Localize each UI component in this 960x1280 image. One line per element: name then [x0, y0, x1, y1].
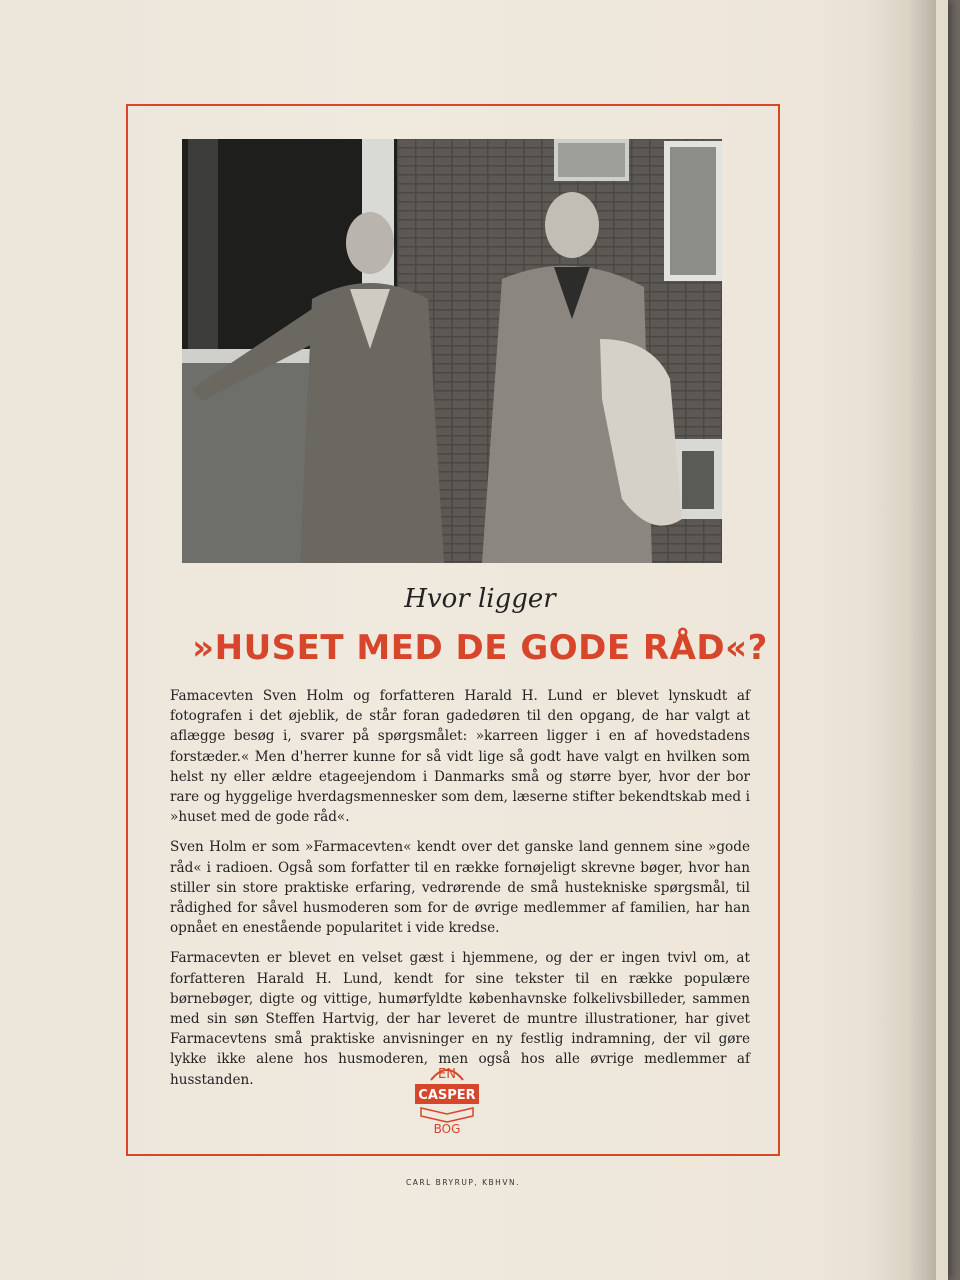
logo-text-bottom: BOG: [433, 1122, 461, 1134]
body-text: [170, 686, 750, 1100]
paragraph: Farmacevten er blevet en velset gæst i hjemmene, og der er ingen tvivl om, at forfatteren Harald H. Lund, kendt for sine tekster til en række populære børnebøger, digte og vittige, humørfyldte københavnske folkelivsbilleder, sammen med sin søn Steffen Hartvig, der har leveret de muntre illustrationer, har givet Farmacevtens små praktiske anvisninger en ny festlig indramning, der vil gøre lykke ikke alene hos husmoderen, men også hos alle øvrige medlemmer af husstanden.: [170, 950, 750, 1088]
photograph-two-men: [182, 139, 722, 563]
paragraph: Famacevten Sven Holm og forfatteren Harald H. Lund er blevet lynskudt af fotografen i det øjeblik, de står foran gadedøren til den opgang, de har valgt at aflægge besøg i, svarer på spørgsmålet: »karreen ligger i en af hovedstadens forstæder.« Men d'herrer kunne for så vidt lige så godt have valgt en hvilken som helst ny eller ældre etageejendom i Danmarks små og større byer, hvor der bor rare og hyggelige hverdagsmennesker som dem, læserne stifter bekendtskab med i »huset med de gode råd«.: [170, 688, 750, 826]
logo-text-middle: CASPER: [418, 1088, 476, 1103]
printer-imprint: CARL BRYRUP, KBHVN.: [406, 1178, 520, 1187]
heading-title: »HUSET MED DE GODE RÅD«?: [192, 628, 768, 668]
casper-bog-logo: [403, 1058, 491, 1134]
paragraph: Sven Holm er som »Farmacevten« kendt over det ganske land gennem sine »gode råd« i radioen. Også som forfatter til en række fornøjeligt skrevne bøger, hvor han stiller sin store praktiske erfaring, vedrørende de små hustekniske spørgsmål, til rådighed for såvel husmoderen som for de øvrige medlemmer af familien, har han opnået en enestående popularitet i vide kredse.: [170, 839, 750, 937]
logo-text-top: EN: [438, 1067, 456, 1082]
heading-script: Hvor ligger: [404, 584, 556, 614]
photo-illustration: [182, 139, 722, 563]
